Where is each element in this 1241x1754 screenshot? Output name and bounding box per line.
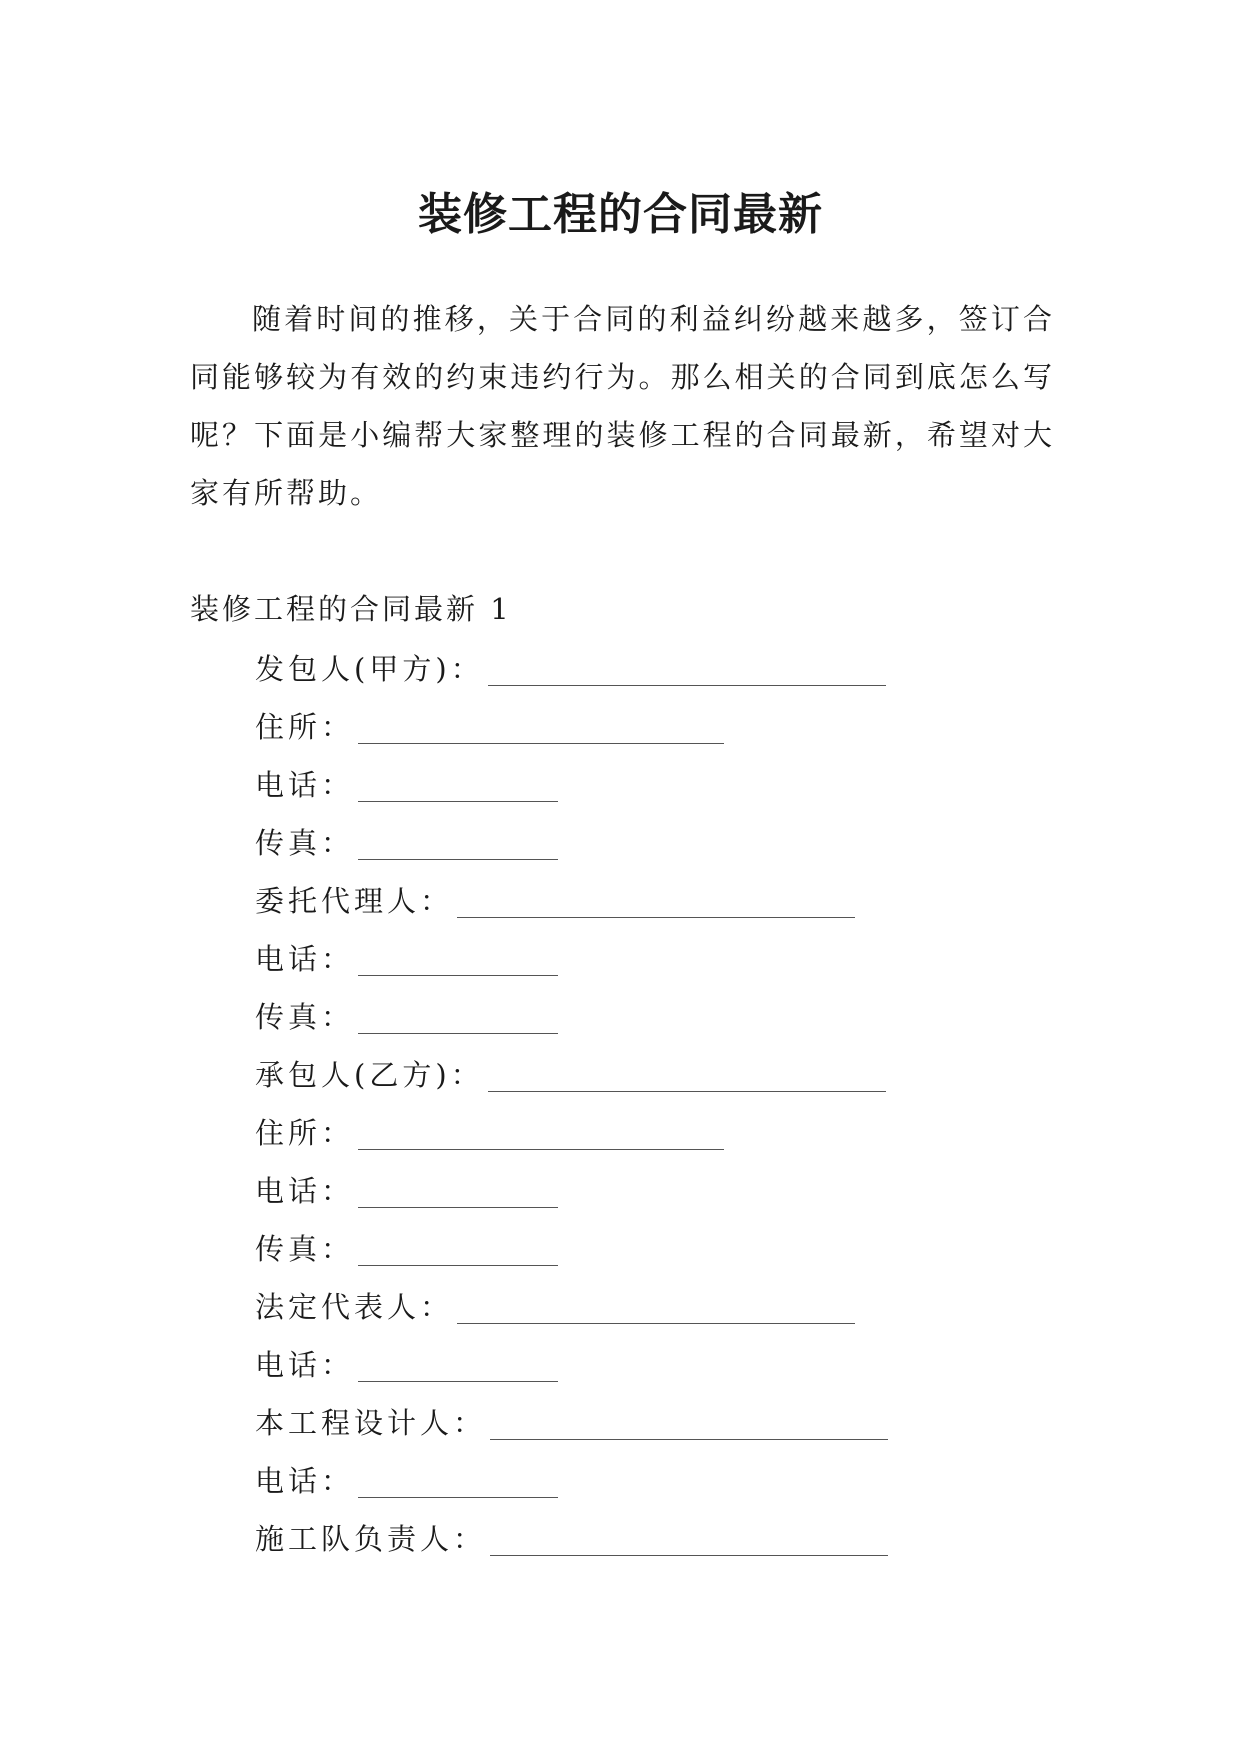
fill-in-blank xyxy=(358,1497,558,1498)
contract-field xyxy=(255,1394,1055,1452)
field-label: 住所： xyxy=(255,710,355,744)
field-label: 电话： xyxy=(255,1348,355,1382)
fill-in-blank xyxy=(358,801,558,802)
field-label: 传真： xyxy=(255,1232,355,1266)
contract-field xyxy=(255,1336,1055,1394)
field-label: 发包人(甲方)： xyxy=(255,652,484,686)
contract-field xyxy=(255,988,1055,1046)
contract-field xyxy=(255,640,1055,698)
section-title: 装修工程的合同最新 1 xyxy=(190,592,512,626)
field-label: 电话： xyxy=(255,768,355,802)
field-label: 本工程设计人： xyxy=(255,1406,487,1440)
fill-in-blank xyxy=(358,859,558,860)
document-title: 装修工程的合同最新 xyxy=(418,189,823,241)
fill-in-blank xyxy=(358,743,724,744)
intro-paragraph: 随着时间的推移，关于合同的利益纠纷越来越多，签订合同能够较为有效的约束违约行为。那么相关的合同到底怎么写呢？下面是小编帮大家整理的装修工程的合同最新，希望对大家有所帮助。 xyxy=(190,302,1055,510)
contract-field xyxy=(255,1162,1055,1220)
field-label: 施工队负责人： xyxy=(255,1522,487,1556)
contract-field xyxy=(255,1452,1055,1510)
field-label: 住所： xyxy=(255,1116,355,1150)
field-label: 电话： xyxy=(255,1464,355,1498)
fill-in-blank xyxy=(358,1207,558,1208)
contract-field xyxy=(255,1046,1055,1104)
field-label: 承包人(乙方)： xyxy=(255,1058,484,1092)
contract-field xyxy=(255,1510,1055,1568)
field-label: 电话： xyxy=(255,1174,355,1208)
fill-in-blank xyxy=(490,1555,888,1556)
fill-in-blank xyxy=(457,917,855,918)
field-label: 委托代理人： xyxy=(255,884,454,918)
contract-field xyxy=(255,930,1055,988)
contract-field xyxy=(255,1278,1055,1336)
field-label: 传真： xyxy=(255,826,355,860)
contract-field xyxy=(255,814,1055,872)
fill-in-blank xyxy=(488,1091,886,1092)
fill-in-blank xyxy=(358,975,558,976)
fill-in-blank xyxy=(457,1323,855,1324)
contract-field xyxy=(255,872,1055,930)
fill-in-blank xyxy=(488,685,886,686)
contract-party-fields xyxy=(255,640,1055,1568)
contract-field xyxy=(255,1220,1055,1278)
contract-field xyxy=(255,698,1055,756)
fill-in-blank xyxy=(358,1381,558,1382)
field-label: 传真： xyxy=(255,1000,355,1034)
contract-field xyxy=(255,1104,1055,1162)
fill-in-blank xyxy=(358,1149,724,1150)
fill-in-blank xyxy=(358,1033,558,1034)
field-label: 电话： xyxy=(255,942,355,976)
contract-field xyxy=(255,756,1055,814)
field-label: 法定代表人： xyxy=(255,1290,454,1324)
fill-in-blank xyxy=(358,1265,558,1266)
fill-in-blank xyxy=(490,1439,888,1440)
